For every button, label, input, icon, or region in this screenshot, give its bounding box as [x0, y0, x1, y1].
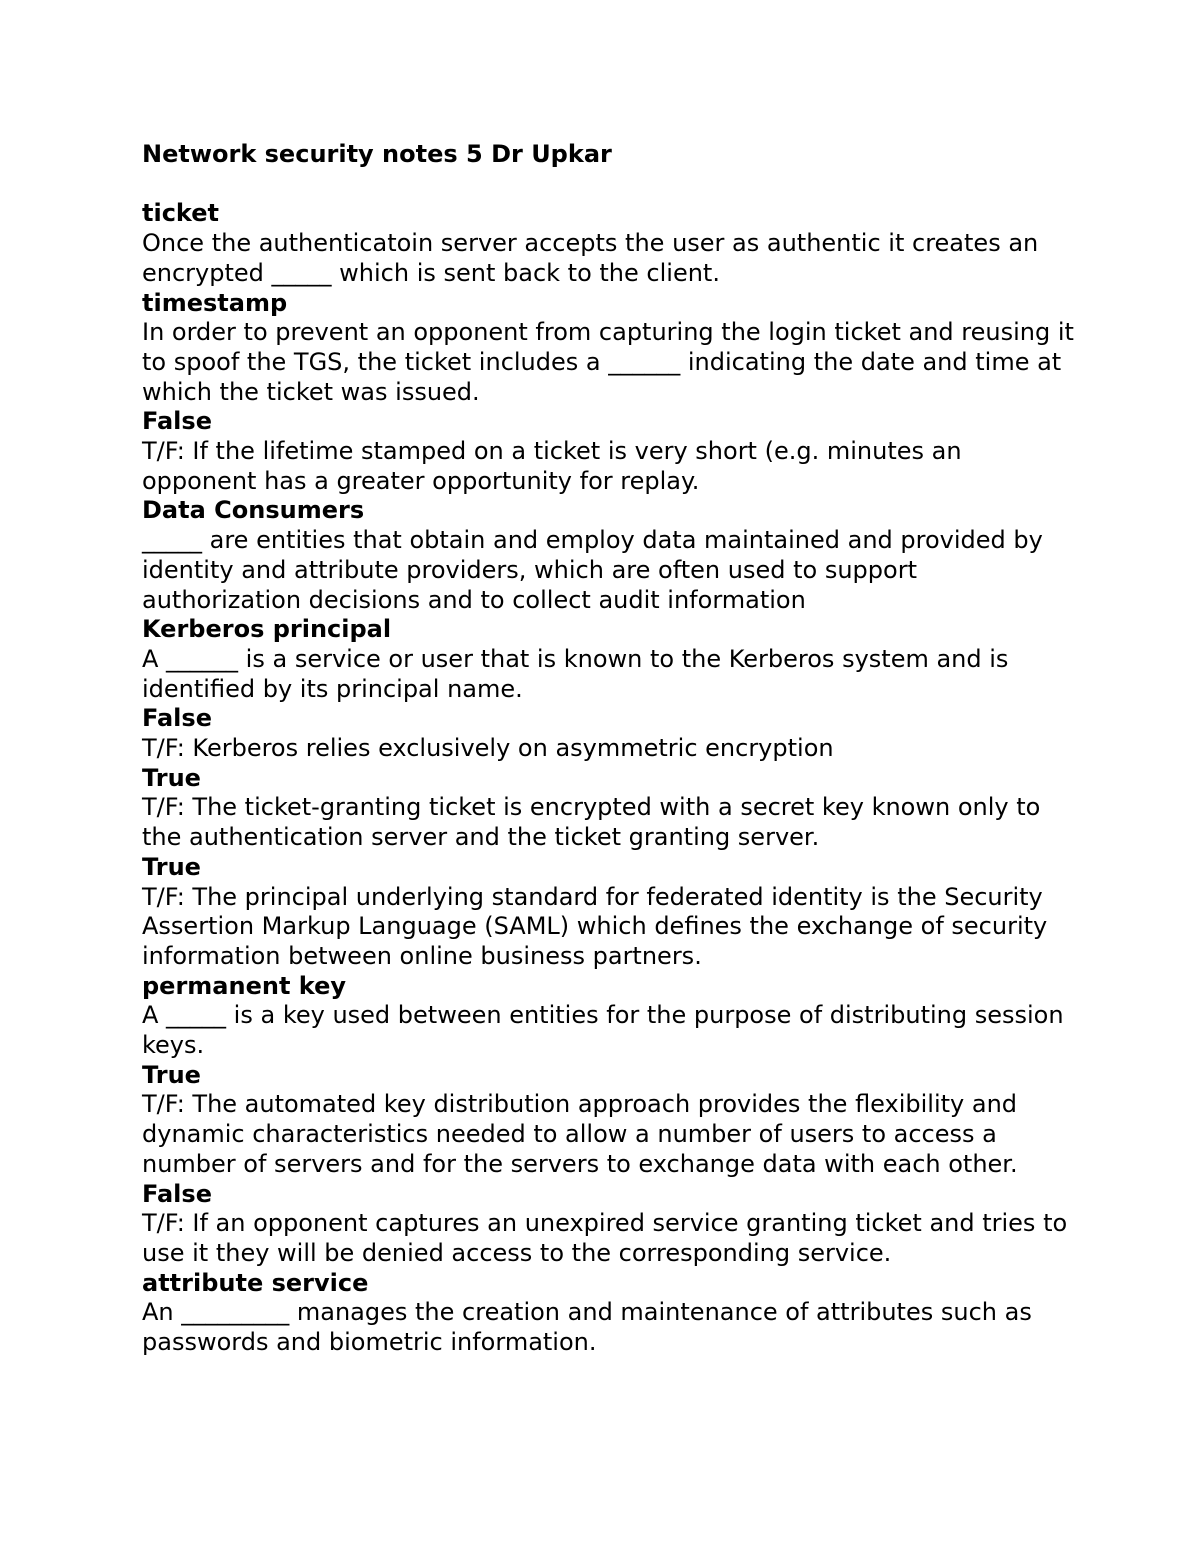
- card-definition: T/F: The ticket-granting ticket is encrypted with a secret key known only to the authentication server and the ticket granting server.: [142, 793, 1041, 852]
- card-term: True: [142, 852, 201, 881]
- flashcard: [142, 289, 1082, 408]
- card-definition: In order to prevent an opponent from capturing the login ticket and reusing it to spoof the TGS, the ticket includes a ______ indicating the date and time at which the ticket was issued.: [142, 318, 1074, 406]
- document-body: [142, 140, 1082, 1358]
- flashcard: [142, 407, 1082, 496]
- card-term: True: [142, 763, 201, 792]
- card-definition: T/F: If the lifetime stamped on a ticket is very short (e.g. minutes an opponent has a greater opportunity for replay.: [142, 437, 962, 495]
- card-definition: T/F: The principal underlying standard for federated identity is the Security Assertion Markup Language (SAML) which defines the exchange of security information between online business partners.: [142, 882, 1048, 970]
- document-title: Network security notes 5 Dr Upkar: [142, 140, 612, 168]
- card-term: Data Consumers: [142, 496, 365, 525]
- card-term: attribute service: [142, 1268, 369, 1297]
- card-term: timestamp: [142, 288, 288, 317]
- flashcard: [142, 764, 1082, 853]
- card-definition: T/F: If an opponent captures an unexpired service granting ticket and tries to use it they will be denied access to the corresponding service.: [142, 1209, 1068, 1267]
- flashcard: [142, 615, 1082, 704]
- flashcard: [142, 853, 1082, 972]
- flashcard: [142, 496, 1082, 615]
- card-term: Kerberos principal: [142, 615, 392, 644]
- card-definition: A _____ is a key used between entities for the purpose of distributing session keys.: [142, 1001, 1064, 1060]
- card-term: ticket: [142, 199, 219, 228]
- card-term: permanent key: [142, 971, 347, 1000]
- card-definition: An _________ manages the creation and maintenance of attributes such as passwords and biometric information.: [142, 1298, 1032, 1357]
- flashcard: [142, 704, 1082, 763]
- card-term: True: [142, 1060, 201, 1089]
- card-definition: T/F: The automated key distribution approach provides the flexibility and dynamic characteristics needed to allow a number of users to access a number of servers and for the servers to exchange data with each other.: [142, 1090, 1018, 1178]
- card-term: False: [142, 407, 212, 436]
- flashcard: [142, 972, 1082, 1061]
- flashcard: [142, 1180, 1082, 1269]
- card-definition: _____ are entities that obtain and employ data maintained and provided by identity and attribute providers, which are often used to support authorization decisions and to collect audit information: [142, 526, 1043, 614]
- card-definition: A ______ is a service or user that is known to the Kerberos system and is identified by its principal name.: [142, 644, 1009, 703]
- card-definition: Once the authenticatoin server accepts the user as authentic it creates an encrypted _____ which is sent back to the client.: [142, 229, 1039, 287]
- card-definition: T/F: Kerberos relies exclusively on asymmetric encryption: [142, 734, 834, 763]
- card-term: False: [142, 704, 212, 733]
- flashcard: [142, 1061, 1082, 1180]
- flashcard: [142, 199, 1082, 288]
- flashcard: [142, 1269, 1082, 1358]
- card-term: False: [142, 1179, 212, 1208]
